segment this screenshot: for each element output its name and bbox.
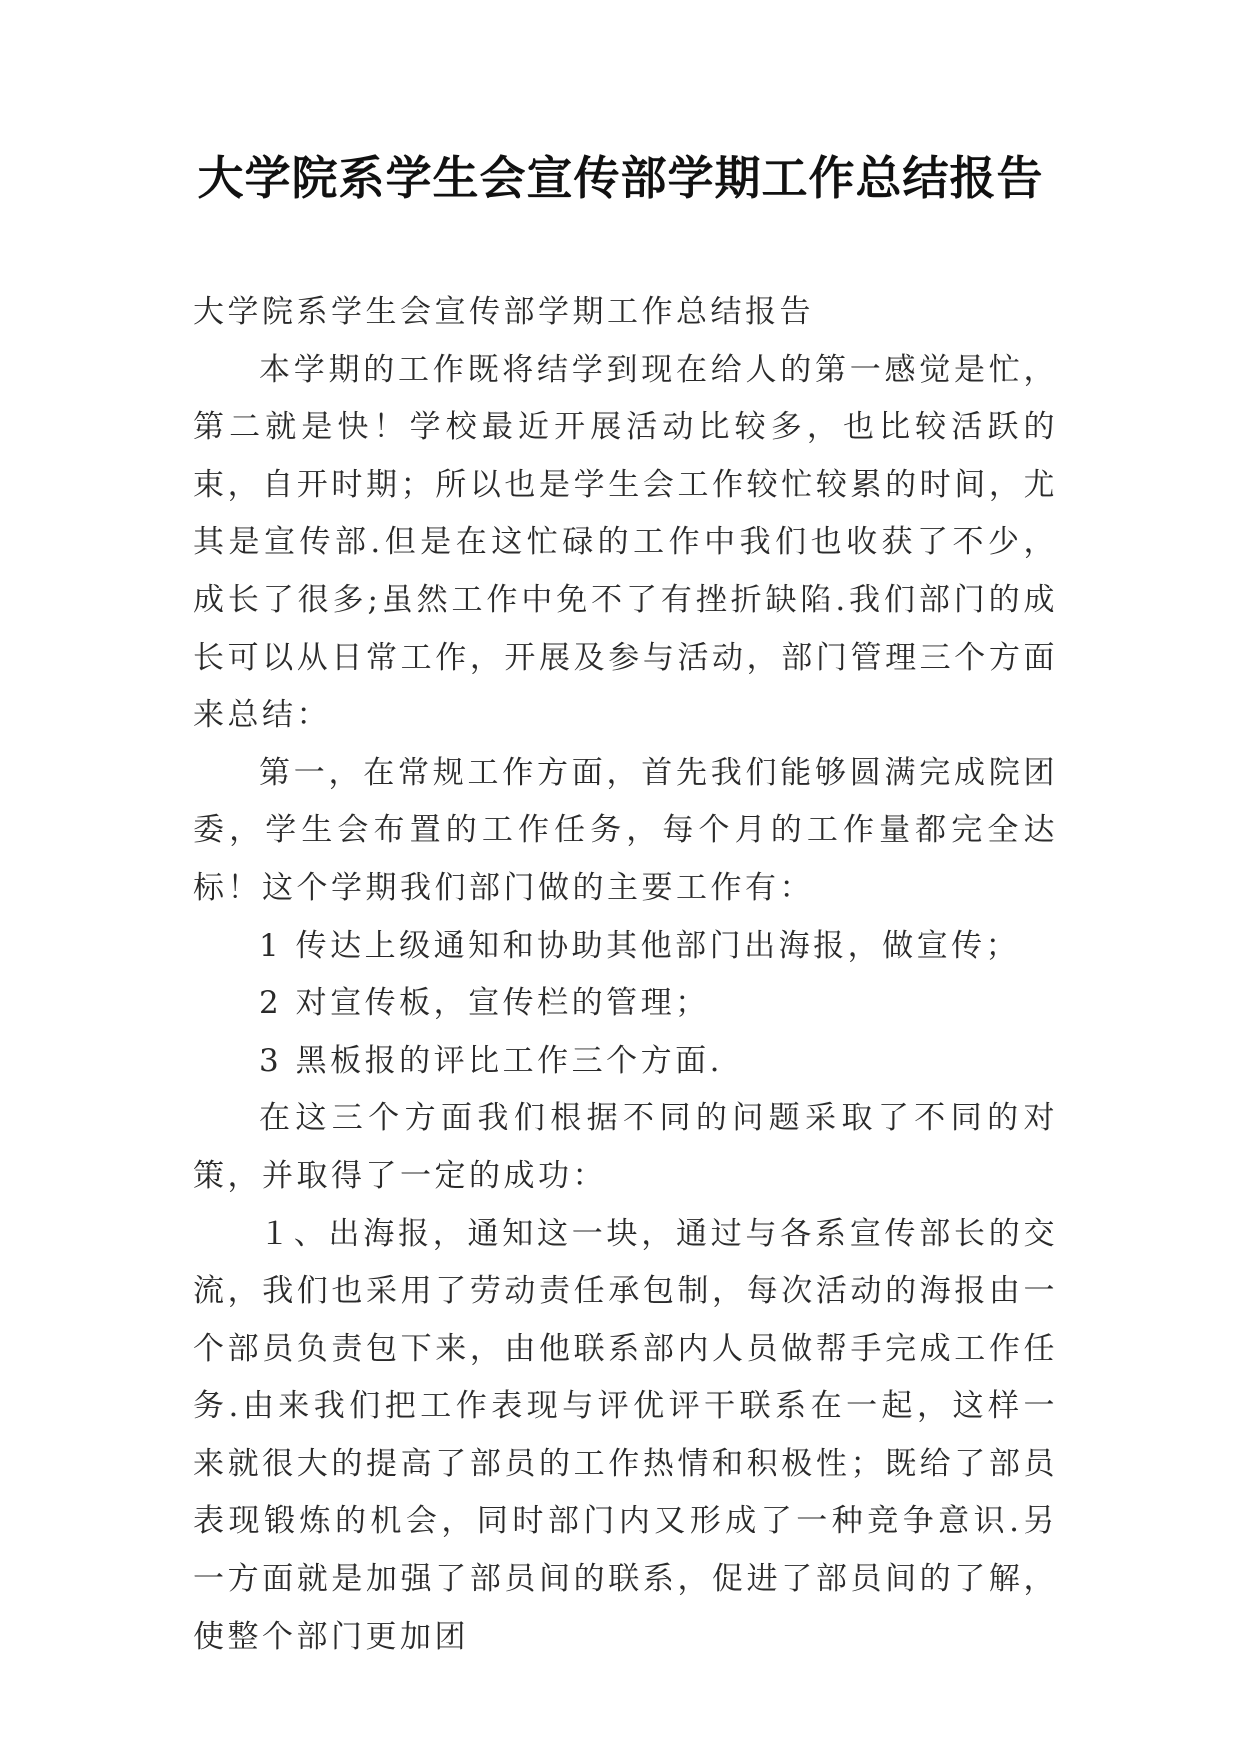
list-item: 2 对宣传板，宣传栏的管理； (259, 985, 710, 1022)
body-paragraph: 在这三个方面我们根据不同的问题采取了不同的对策，并取得了一定的成功： (193, 1100, 1058, 1194)
body-paragraph: １、出海报，通知这一块，通过与各系宣传部长的交流，我们也采用了劳动责任承包制，每次活动的海报由一个部员负责包下来，由他联系部内人员做帮手完成工作任务.由来我们把工作表现与评优评干联系在一起，这样一来就很大的提高了部员的工作热情和积极性；既给了部员表现锻炼的机会，同时部门内又形成了一种竞争意识.另一方面就是加强了部员间的联系，促进了部员间的了解，使整个部门更加团 (193, 1215, 1058, 1655)
document-title: 大学院系学生会宣传部学期工作总结报告 (197, 151, 1044, 205)
list-item: 1 传达上级通知和协助其他部门出海报，做宣传； (259, 927, 1021, 964)
body-paragraph-subtitle: 大学院系学生会宣传部学期工作总结报告 (193, 294, 814, 330)
body-paragraph: 第一，在常规工作方面，首先我们能够圆满完成院团委，学生会布置的工作任务，每个月的工作量都完全达标！这个学期我们部门做的主要工作有： (193, 754, 1058, 906)
document-body (193, 284, 1058, 1666)
body-paragraph: 本学期的工作既将结学到现在给人的第一感觉是忙，第二就是快！学校最近开展活动比较多，也比较活跃的束，自开时期；所以也是学生会工作较忙较累的时间，尤其是宣传部.但是在这忙碌的工作中我们也收获了不少，成长了很多;虽然工作中免不了有挫折缺陷.我们部门的成长可以从日常工作，开展及参与活动，部门管理三个方面来总结： (193, 351, 1058, 734)
list-item: 3 黑板报的评比工作三个方面. (259, 1042, 723, 1079)
